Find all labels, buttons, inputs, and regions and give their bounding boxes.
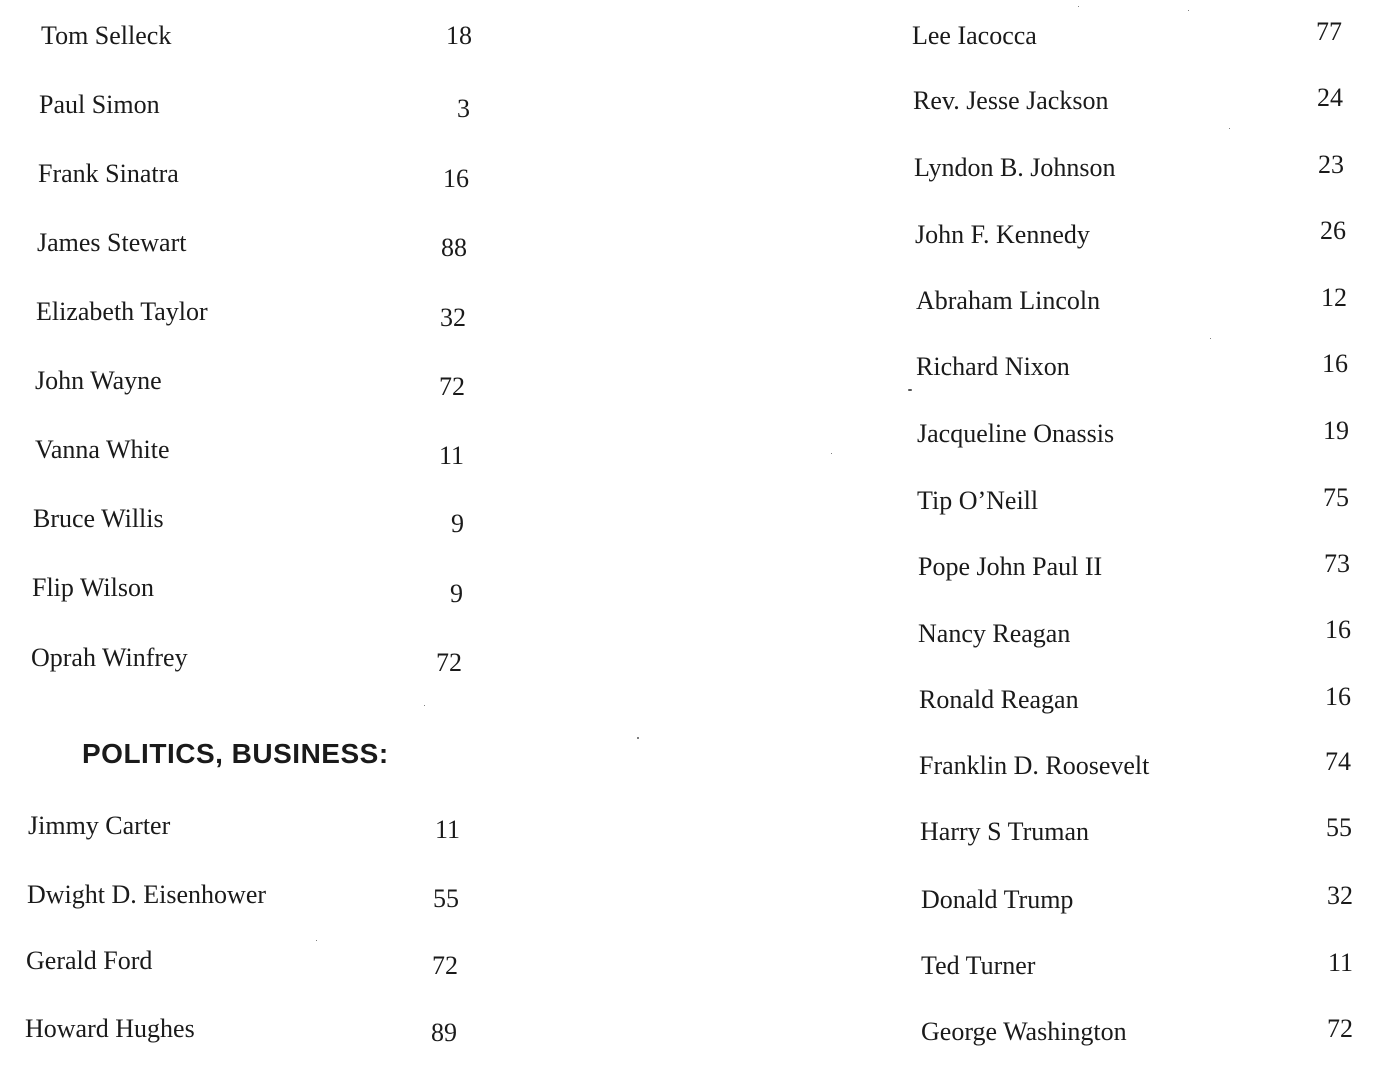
person-score: 55 [1326,813,1352,842]
scan-speck [831,453,832,454]
person-score: 12 [1321,283,1347,312]
person-score: 19 [1323,416,1349,445]
person-score: 75 [1323,483,1349,512]
person-name: Elizabeth Taylor [36,297,208,326]
person-score: 26 [1320,216,1346,245]
person-score: 77 [1316,17,1342,46]
person-name: Howard Hughes [25,1014,195,1043]
person-score: 11 [1327,948,1353,977]
person-score: 16 [443,164,469,193]
person-score: 32 [440,303,466,332]
person-name: Harry S Truman [920,817,1090,846]
person-score: 9 [450,579,463,608]
section-heading: POLITICS, BUSINESS: [82,738,389,769]
person-score: 16 [1325,682,1351,711]
person-name: Abraham Lincoln [916,286,1101,315]
person-score: 16 [1325,615,1351,644]
person-score: 23 [1318,150,1344,179]
person-name: Tom Selleck [41,21,172,50]
scan-speck [1210,338,1211,339]
person-name: Dwight D. Eisenhower [27,880,267,909]
person-score: 16 [1322,349,1348,378]
person-name: Ted Turner [921,951,1036,980]
person-score: 24 [1317,83,1343,112]
scan-speck [316,940,317,941]
person-score: 72 [1327,1014,1353,1043]
person-name: Franklin D. Roosevelt [919,751,1150,780]
person-score: 73 [1324,549,1350,578]
person-name: Gerald Ford [26,946,153,975]
person-score: 32 [1327,881,1353,910]
person-score: 9 [451,509,464,538]
person-name: Donald Trump [921,885,1074,914]
person-name: Ronald Reagan [919,685,1079,714]
person-name: Richard Nixon [916,352,1070,381]
scan-speck [424,705,425,706]
person-score: 72 [439,372,465,401]
person-name: Jacqueline Onassis [917,419,1115,448]
scan-speck [1188,10,1189,11]
person-score: 74 [1325,747,1351,776]
person-score: 88 [441,233,467,262]
person-score: 3 [457,94,470,123]
person-score: 89 [431,1018,457,1047]
person-score: 72 [436,648,462,677]
scan-speck [637,737,639,739]
person-name: James Stewart [37,228,187,257]
scan-speck [1078,6,1079,7]
person-score: 72 [432,951,458,980]
person-name: Nancy Reagan [918,619,1071,648]
person-name: Paul Simon [39,90,160,119]
person-score: 55 [433,884,459,913]
person-name: Lee Iacocca [912,21,1037,50]
person-name: Bruce Willis [33,504,164,533]
person-name: Oprah Winfrey [31,643,188,672]
person-name: John F. Kennedy [915,220,1090,249]
person-name: Flip Wilson [32,573,155,602]
person-name: Lyndon B. Johnson [914,153,1116,182]
person-score: 11 [438,441,464,470]
scan-speck [1229,128,1230,129]
person-name: Vanna White [35,435,170,464]
person-name: Pope John Paul II [918,552,1103,581]
scan-speck [908,389,912,391]
person-name: John Wayne [35,366,162,395]
person-name: George Washington [921,1017,1127,1046]
person-name: Jimmy Carter [28,811,171,840]
person-name: Frank Sinatra [38,159,179,188]
person-name: Rev. Jesse Jackson [913,86,1109,115]
person-name: Tip O’Neill [917,486,1039,515]
person-score: 11 [434,815,460,844]
person-score: 18 [446,21,472,50]
